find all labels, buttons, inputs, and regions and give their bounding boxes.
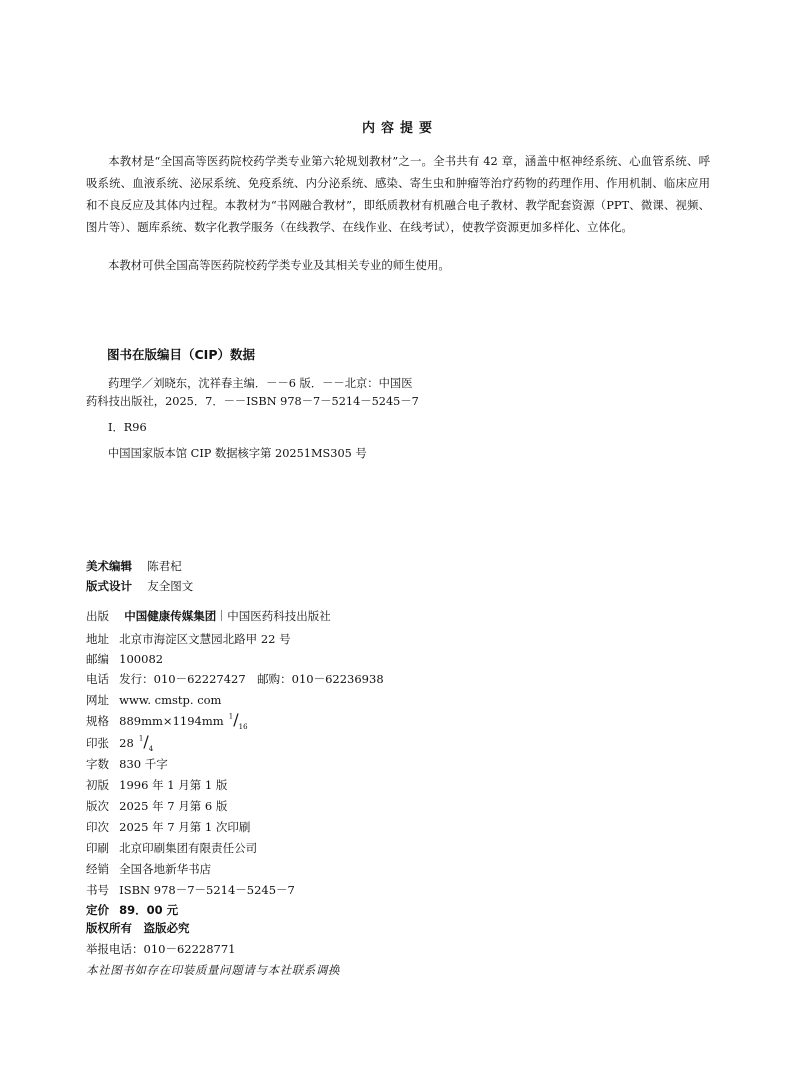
info-label: 字数: [86, 757, 109, 771]
fraction-denominator: 4: [148, 745, 154, 754]
publisher-group: 中国健康传媒集团: [124, 609, 217, 623]
info-value: ISBN 978－7－5214－5245－7: [119, 883, 295, 897]
info-value: www. cmstp. com: [119, 693, 222, 707]
info-label: 电话: [86, 672, 109, 686]
fraction-numerator: 1: [228, 712, 234, 721]
info-row: [86, 648, 163, 667]
info-row: [86, 816, 250, 835]
staff-label: 版式设计: [86, 579, 132, 593]
staff-label: 美术编辑: [86, 559, 132, 573]
publisher-name: 中国医药科技出版社: [227, 609, 331, 623]
info-value: 2025 年 7 月第 1 次印刷: [119, 820, 251, 834]
info-label: 初版: [86, 778, 109, 792]
info-value: 发行：010－62227427 邮购：010－62236938: [119, 672, 384, 686]
fraction-numerator: 1: [138, 734, 144, 743]
summary-title: 内容提要: [361, 121, 438, 136]
price-row: [86, 899, 178, 918]
info-row: [86, 753, 168, 772]
cip-verify-number: 中国国家版本馆 CIP 数据核字第 20251MS305 号: [108, 447, 367, 460]
info-label: 规格: [86, 714, 109, 728]
cip-line: 药科技出版社，2025．7．－－ISBN 978－7－5214－5245－7: [86, 395, 419, 408]
info-label: 印次: [86, 820, 109, 834]
info-label: 邮编: [86, 652, 109, 666]
info-row-sheets: 印张 28 $^1/_4$: [86, 732, 154, 754]
info-label: 书号: [86, 883, 109, 897]
quality-notice: 本社图书如存在印装质量问题请与本社联系调换: [86, 963, 341, 977]
summary-paragraph: [86, 254, 710, 276]
info-value: 全国各地新华书店: [119, 862, 212, 876]
cip-title: 图书在版编目（CIP）数据: [107, 347, 255, 362]
price-label: 定价: [86, 903, 109, 917]
price-value: 89．00 元: [119, 903, 179, 917]
info-label: 印张: [86, 736, 109, 750]
summary-paragraph-text: 本教材可供全国高等医药院校药学类专业及其相关专业的师生使用。: [108, 258, 450, 272]
info-row: [86, 689, 221, 708]
info-value: 北京印刷集团有限责任公司: [119, 841, 258, 855]
publisher-row: [86, 605, 331, 624]
info-row: [86, 858, 211, 877]
info-label: 经销: [86, 862, 109, 876]
info-value: 830 千字: [119, 757, 168, 771]
summary-paragraph-text: 本教材是“全国高等医药院校药学类专业第六轮规划教材”之一。全书共有 42 章，涵盖中枢神经系统、心血管系统、呼吸系统、血液系统、泌尿系统、免疫系统、内分泌系统、感染、寄生虫和肿瘤等治疗药物的药理作用、作用机制、临床应用和不良反应及其体内过程。本教材为“书网融合教材”，即纸质教材有机融合电子教材、教学配套资源（PPT、微课、视频、图片等）、题库系统、数字化教学服务（在线教学、在线作业、在线考试），使教学资源更加多样化、立体化。: [86, 154, 710, 234]
divider: [221, 610, 222, 621]
info-row: [86, 628, 291, 647]
info-label: 出版: [86, 609, 109, 623]
info-row: [86, 837, 257, 856]
staff-value: 陈君杞: [147, 559, 182, 573]
info-value: 28: [119, 736, 134, 750]
info-row: [86, 795, 227, 814]
fraction-denominator: 16: [238, 723, 248, 732]
info-label: 网址: [86, 693, 109, 707]
info-row-format: 规格 889mm×1194mm $^1/_{16}$: [86, 710, 248, 732]
report-phone: 举报电话：010－62228771: [86, 942, 236, 956]
info-row: [86, 668, 384, 687]
info-value: 1996 年 1 月第 1 版: [119, 778, 228, 792]
info-value: 100082: [119, 652, 164, 666]
cip-classification: Ⅰ．R96: [108, 421, 147, 434]
info-row: [86, 879, 295, 898]
staff-row: [86, 575, 193, 594]
staff-row: [86, 555, 182, 574]
info-value: 北京市海淀区文慧园北路甲 22 号: [119, 632, 291, 646]
info-label: 版次: [86, 799, 109, 813]
info-row: [86, 774, 227, 793]
info-value: 889mm×1194mm: [119, 714, 224, 728]
info-label: 印刷: [86, 841, 109, 855]
info-value: 2025 年 7 月第 6 版: [119, 799, 228, 813]
staff-value: 友全图文: [147, 579, 194, 593]
info-label: 地址: [86, 632, 109, 646]
copyright-notice: 版权所有 盗版必究: [86, 921, 190, 935]
cip-line: 药理学／刘晓东，沈祥春主编．－－6 版．－－北京：中国医: [108, 377, 413, 390]
summary-paragraph: [86, 150, 710, 238]
